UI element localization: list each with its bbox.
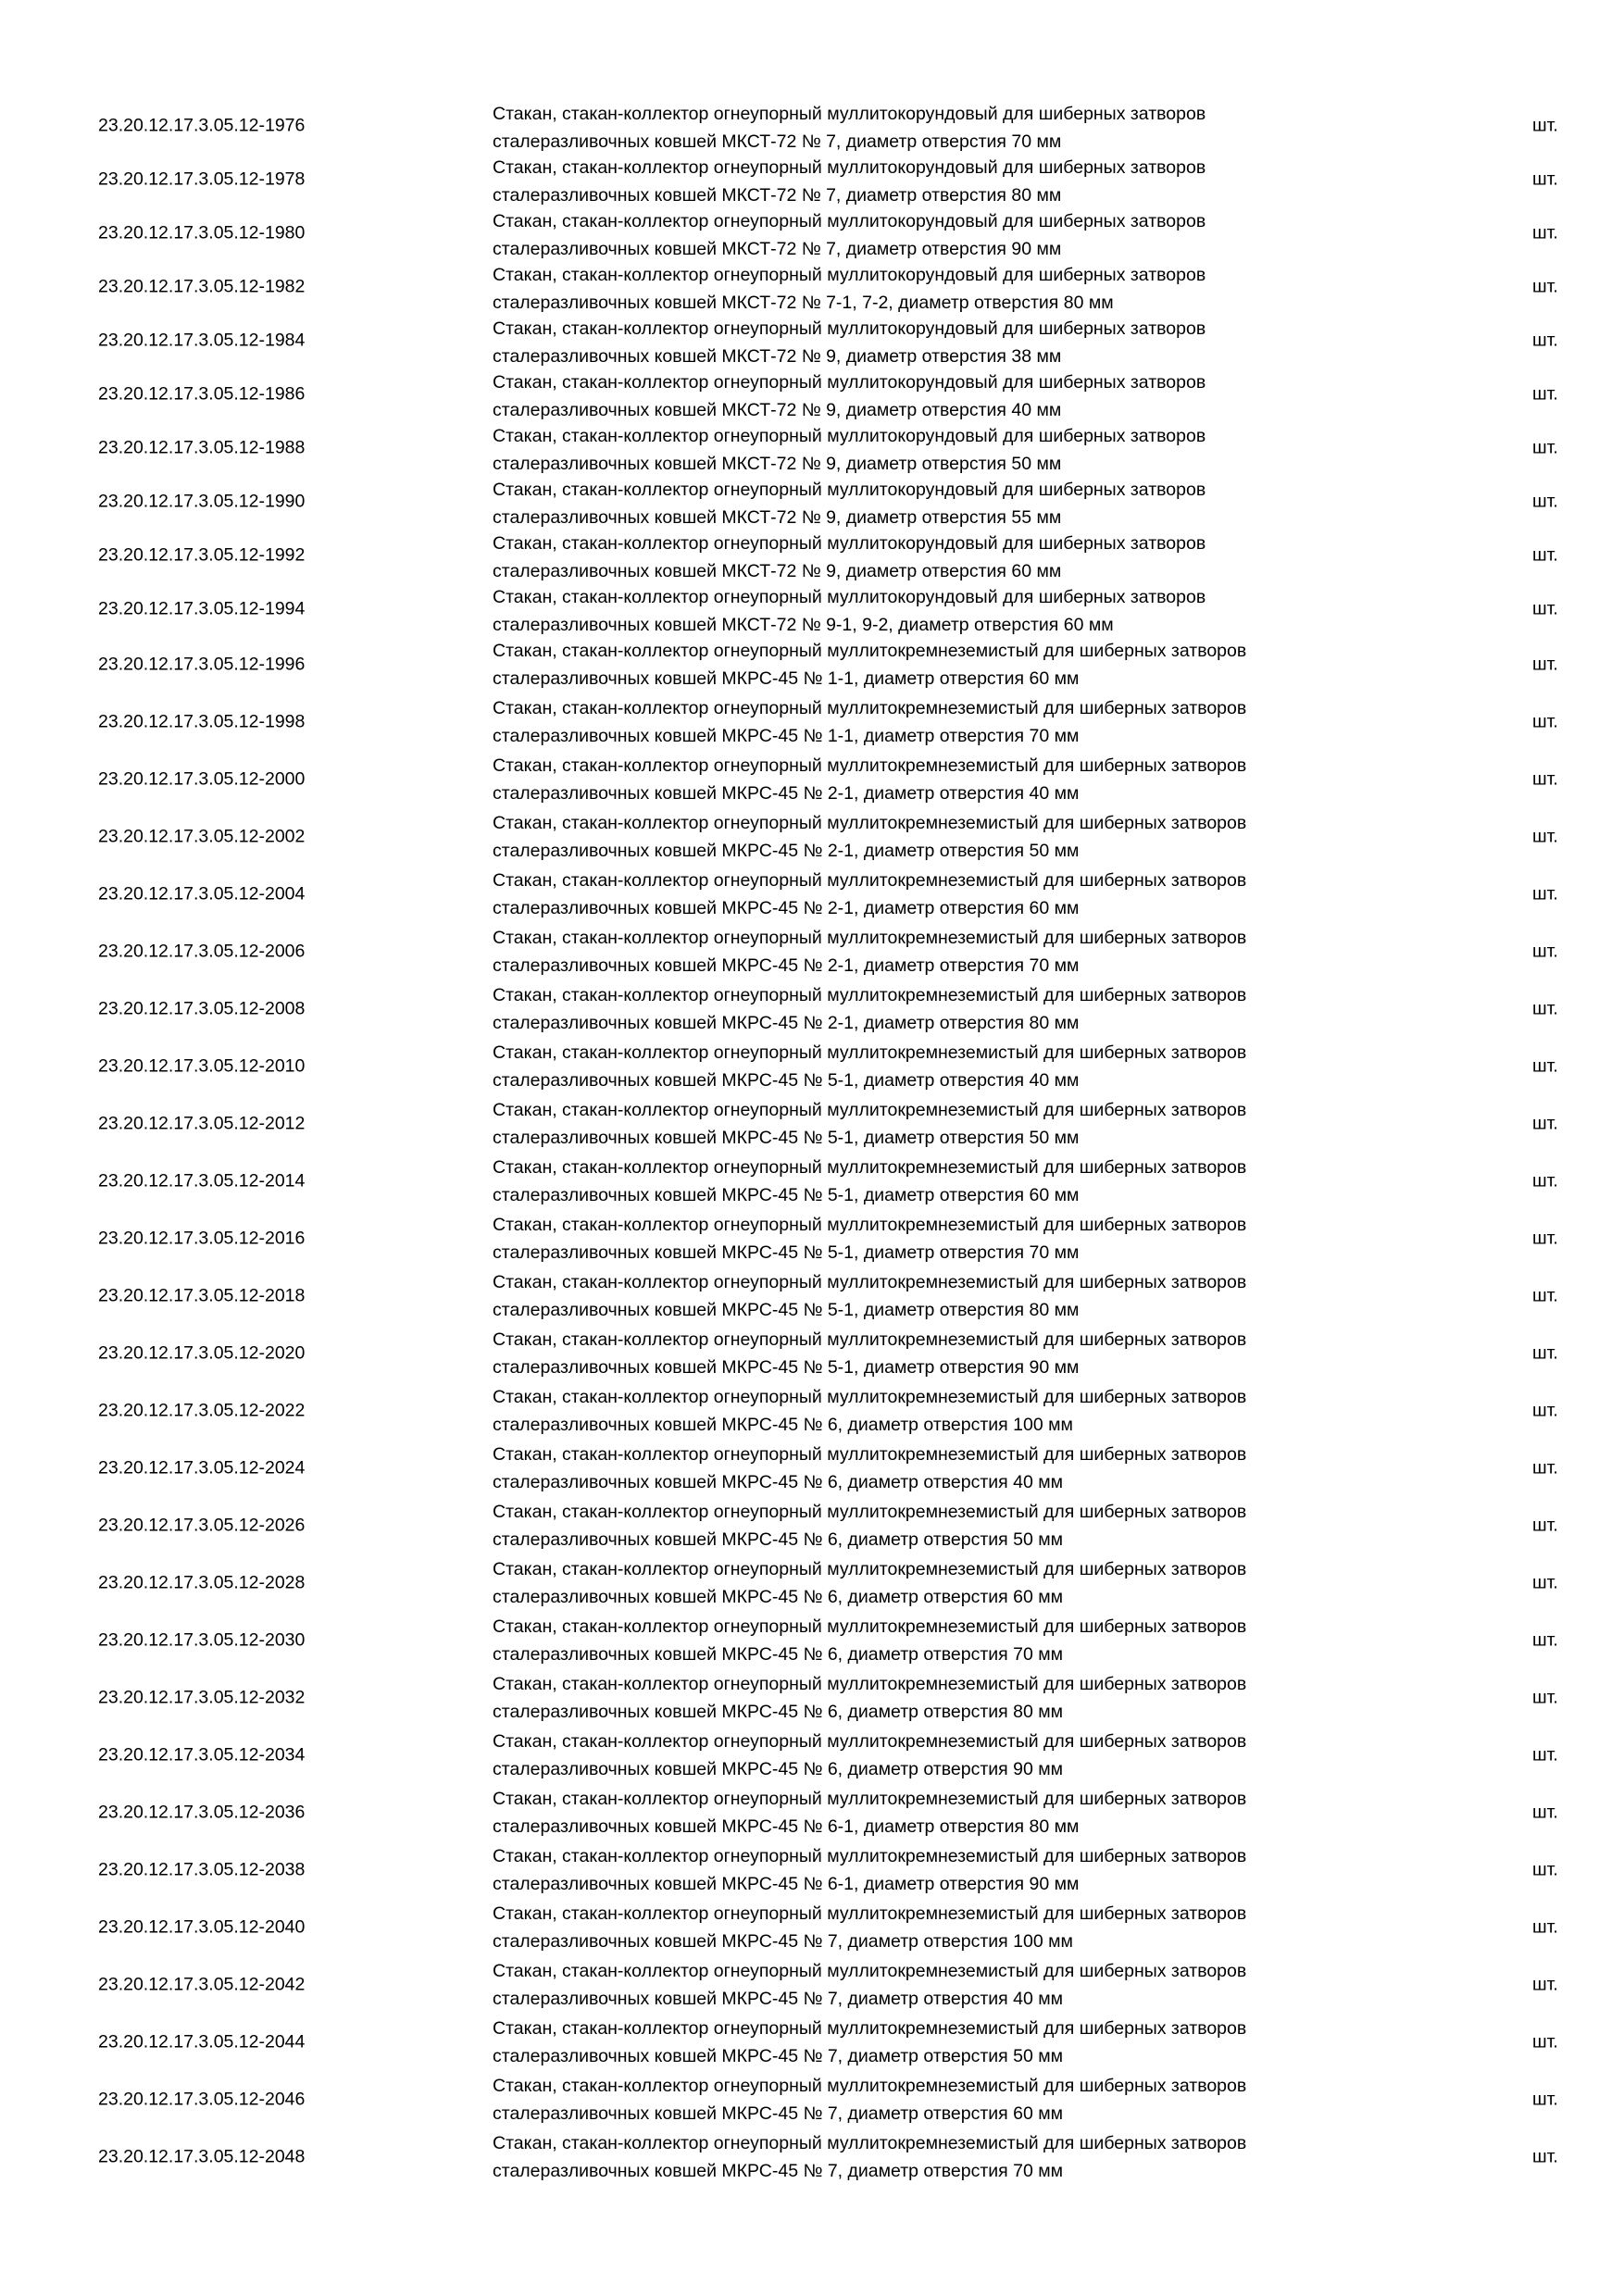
item-unit: шт.	[1532, 330, 1558, 351]
item-description-line-1: Стакан, стакан-коллектор огнеупорный муллитокремнеземистый для шиберных затворов	[493, 1042, 1247, 1063]
table-row	[0, 1956, 1624, 2014]
table-row	[0, 582, 1624, 636]
item-unit: шт.	[1532, 1629, 1558, 1651]
item-description-line-1: Стакан, стакан-коллектор огнеупорный муллитокремнеземистый для шиберных затворов	[493, 2076, 1247, 2096]
item-code: 23.20.12.17.3.05.12-2006	[98, 941, 306, 962]
item-unit: шт.	[1532, 768, 1558, 790]
table-row	[0, 1210, 1624, 1267]
item-description-line-2: сталеразливочных ковшей МКРС-45 № 7, диаметр отверстия 100 мм	[493, 1930, 1073, 1952]
item-description-line-2: сталеразливочных ковшей МКРС-45 № 2-1, диаметр отверстия 50 мм	[493, 840, 1080, 861]
table-row	[0, 1727, 1624, 1784]
item-description-line-1: Стакан, стакан-коллектор огнеупорный муллитокремнеземистый для шиберных затворов	[493, 1215, 1247, 1235]
item-description	[493, 208, 1465, 263]
item-unit: шт.	[1532, 544, 1558, 566]
table-row	[0, 260, 1624, 314]
item-code: 23.20.12.17.3.05.12-2044	[98, 2031, 306, 2053]
item-description-line-2: сталеразливочных ковшей МКРС-45 № 2-1, диаметр отверстия 40 мм	[493, 782, 1080, 804]
item-description-line-2: сталеразливочных ковшей МКРС-45 № 1-1, диаметр отверстия 60 мм	[493, 668, 1080, 689]
table-row	[0, 866, 1624, 923]
item-description-line-1: Стакан, стакан-коллектор огнеупорный муллитокремнеземистый для шиберных затворов	[493, 1789, 1247, 1809]
item-description-line-2: сталеразливочных ковшей МКРС-45 № 6, диаметр отверстия 100 мм	[493, 1414, 1073, 1435]
item-unit: шт.	[1532, 1802, 1558, 1823]
item-description-line-1: Стакан, стакан-коллектор огнеупорный муллитокорундовый для шиберных затворов	[493, 104, 1206, 124]
item-description-line-2: сталеразливочных ковшей МКСТ-72 № 7, диаметр отверстия 70 мм	[493, 131, 1062, 152]
item-description-line-2: сталеразливочных ковшей МКСТ-72 № 7, диаметр отверстия 80 мм	[493, 184, 1062, 206]
item-description-line-1: Стакан, стакан-коллектор огнеупорный муллитокремнеземистый для шиберных затворов	[493, 1502, 1247, 1522]
table-row	[0, 2071, 1624, 2128]
item-description-line-2: сталеразливочных ковшей МКРС-45 № 6, диаметр отверстия 60 мм	[493, 1586, 1064, 1607]
price-list-table	[0, 99, 1624, 2186]
table-row	[0, 751, 1624, 808]
item-description-line-2: сталеразливочных ковшей МКСТ-72 № 9, диаметр отверстия 38 мм	[493, 345, 1062, 367]
table-row	[0, 368, 1624, 421]
item-description	[493, 1384, 1465, 1439]
item-unit: шт.	[1532, 826, 1558, 847]
item-description	[493, 753, 1465, 807]
item-unit: шт.	[1532, 168, 1558, 190]
item-description-line-1: Стакан, стакан-коллектор огнеупорный муллитокорундовый для шиберных затворов	[493, 372, 1206, 393]
item-code: 23.20.12.17.3.05.12-2014	[98, 1170, 306, 1192]
item-code: 23.20.12.17.3.05.12-2038	[98, 1859, 306, 1880]
item-description-line-2: сталеразливочных ковшей МКРС-45 № 2-1, диаметр отверстия 70 мм	[493, 955, 1080, 976]
item-description-line-1: Стакан, стакан-коллектор огнеупорный муллитокремнеземистый для шиберных затворов	[493, 698, 1247, 718]
item-description-line-2: сталеразливочных ковшей МКСТ-72 № 9, диаметр отверстия 60 мм	[493, 560, 1062, 581]
item-code: 23.20.12.17.3.05.12-1998	[98, 711, 306, 732]
item-code: 23.20.12.17.3.05.12-2016	[98, 1228, 306, 1249]
item-description	[493, 1556, 1465, 1611]
table-row	[0, 1554, 1624, 1612]
item-unit: шт.	[1532, 1859, 1558, 1880]
item-description-line-2: сталеразливочных ковшей МКРС-45 № 6, диаметр отверстия 40 мм	[493, 1471, 1064, 1492]
item-code: 23.20.12.17.3.05.12-2002	[98, 826, 306, 847]
item-description-line-1: Стакан, стакан-коллектор огнеупорный муллитокорундовый для шиберных затворов	[493, 480, 1206, 500]
item-description-line-2: сталеразливочных ковшей МКРС-45 № 5-1, диаметр отверстия 70 мм	[493, 1242, 1080, 1263]
item-description	[493, 982, 1465, 1037]
item-description-line-2: сталеразливочных ковшей МКРС-45 № 1-1, диаметр отверстия 70 мм	[493, 725, 1080, 746]
table-row	[0, 1612, 1624, 1669]
item-code: 23.20.12.17.3.05.12-2030	[98, 1629, 306, 1651]
item-description-line-1: Стакан, стакан-коллектор огнеупорный муллитокремнеземистый для шиберных затворов	[493, 1157, 1247, 1178]
item-description	[493, 1040, 1465, 1094]
item-description	[493, 1901, 1465, 1955]
item-description-line-1: Стакан, стакан-коллектор огнеупорный муллитокремнеземистый для шиберных затворов	[493, 1674, 1247, 1694]
table-row	[0, 314, 1624, 368]
item-description-line-2: сталеразливочных ковшей МКРС-45 № 6-1, диаметр отверстия 80 мм	[493, 1816, 1080, 1837]
item-unit: шт.	[1532, 115, 1558, 136]
item-description-line-1: Стакан, стакан-коллектор огнеупорный муллитокремнеземистый для шиберных затворов	[493, 1387, 1247, 1407]
item-description-line-1: Стакан, стакан-коллектор огнеупорный муллитокремнеземистый для шиберных затворов	[493, 985, 1247, 1005]
table-row	[0, 1267, 1624, 1325]
table-row	[0, 1497, 1624, 1554]
item-unit: шт.	[1532, 2089, 1558, 2110]
item-description-line-2: сталеразливочных ковшей МКРС-45 № 6, диаметр отверстия 50 мм	[493, 1529, 1064, 1550]
item-code: 23.20.12.17.3.05.12-1990	[98, 491, 306, 512]
item-description-line-1: Стакан, стакан-коллектор огнеупорный муллитокорундовый для шиберных затворов	[493, 533, 1206, 554]
item-description-line-2: сталеразливочных ковшей МКСТ-72 № 9-1, 9-2, диаметр отверстия 60 мм	[493, 614, 1114, 635]
item-description-line-1: Стакан, стакан-коллектор огнеупорный муллитокремнеземистый для шиберных затворов	[493, 1961, 1247, 1981]
item-code: 23.20.12.17.3.05.12-1996	[98, 654, 306, 675]
item-unit: шт.	[1532, 654, 1558, 675]
table-row	[0, 2014, 1624, 2071]
table-row	[0, 980, 1624, 1038]
item-description-line-1: Стакан, стакан-коллектор огнеупорный муллитокремнеземистый для шиберных затворов	[493, 870, 1247, 891]
item-description-line-1: Стакан, стакан-коллектор огнеупорный муллитокремнеземистый для шиберных затворов	[493, 928, 1247, 948]
item-unit: шт.	[1532, 1457, 1558, 1479]
table-row	[0, 1038, 1624, 1095]
item-code: 23.20.12.17.3.05.12-2018	[98, 1285, 306, 1306]
item-code: 23.20.12.17.3.05.12-2012	[98, 1113, 306, 1134]
item-unit: шт.	[1532, 1687, 1558, 1708]
item-description	[493, 1097, 1465, 1152]
item-unit: шт.	[1532, 491, 1558, 512]
item-code: 23.20.12.17.3.05.12-1980	[98, 222, 306, 243]
item-description	[493, 423, 1465, 478]
item-unit: шт.	[1532, 2031, 1558, 2053]
item-unit: шт.	[1532, 598, 1558, 619]
item-code: 23.20.12.17.3.05.12-2004	[98, 883, 306, 905]
item-unit: шт.	[1532, 1974, 1558, 1995]
item-description	[493, 101, 1465, 156]
item-description-line-2: сталеразливочных ковшей МКРС-45 № 7, диаметр отверстия 70 мм	[493, 2160, 1064, 2181]
item-unit: шт.	[1532, 998, 1558, 1019]
item-description-line-1: Стакан, стакан-коллектор огнеупорный муллитокремнеземистый для шиберных затворов	[493, 755, 1247, 776]
item-code: 23.20.12.17.3.05.12-1978	[98, 168, 306, 190]
item-unit: шт.	[1532, 1170, 1558, 1192]
item-description	[493, 1327, 1465, 1381]
item-code: 23.20.12.17.3.05.12-1988	[98, 437, 306, 458]
table-row	[0, 206, 1624, 260]
item-description	[493, 2130, 1465, 2185]
item-description-line-2: сталеразливочных ковшей МКРС-45 № 5-1, диаметр отверстия 80 мм	[493, 1299, 1080, 1320]
item-description-line-2: сталеразливочных ковшей МКРС-45 № 7, диаметр отверстия 60 мм	[493, 2103, 1064, 2124]
item-description-line-1: Стакан, стакан-коллектор огнеупорный муллитокорундовый для шиберных затворов	[493, 157, 1206, 178]
item-description	[493, 2073, 1465, 2128]
item-description-line-2: сталеразливочных ковшей МКРС-45 № 6, диаметр отверстия 80 мм	[493, 1701, 1064, 1722]
item-code: 23.20.12.17.3.05.12-2036	[98, 1802, 306, 1823]
item-description-line-2: сталеразливочных ковшей МКРС-45 № 6, диаметр отверстия 70 мм	[493, 1643, 1064, 1665]
item-code: 23.20.12.17.3.05.12-2034	[98, 1744, 306, 1766]
table-row	[0, 923, 1624, 980]
item-description-line-1: Стакан, стакан-коллектор огнеупорный муллитокорундовый для шиберных затворов	[493, 587, 1206, 607]
item-code: 23.20.12.17.3.05.12-2022	[98, 1400, 306, 1421]
item-code: 23.20.12.17.3.05.12-1982	[98, 276, 306, 297]
item-description	[493, 695, 1465, 750]
item-code: 23.20.12.17.3.05.12-2042	[98, 1974, 306, 1995]
item-description-line-1: Стакан, стакан-коллектор огнеупорный муллитокремнеземистый для шиберных затворов	[493, 1272, 1247, 1292]
item-unit: шт.	[1532, 2146, 1558, 2167]
item-description-line-2: сталеразливочных ковшей МКРС-45 № 6-1, диаметр отверстия 90 мм	[493, 1873, 1080, 1894]
item-description-line-1: Стакан, стакан-коллектор огнеупорный муллитокремнеземистый для шиберных затворов	[493, 1100, 1247, 1120]
item-description	[493, 1499, 1465, 1554]
item-description	[493, 867, 1465, 922]
item-unit: шт.	[1532, 1515, 1558, 1536]
item-description	[493, 262, 1465, 317]
item-description	[493, 1212, 1465, 1267]
table-row	[0, 1841, 1624, 1899]
item-description-line-1: Стакан, стакан-коллектор огнеупорный муллитокорундовый для шиберных затворов	[493, 426, 1206, 446]
table-row	[0, 808, 1624, 866]
item-description	[493, 316, 1465, 370]
item-code: 23.20.12.17.3.05.12-1986	[98, 383, 306, 405]
item-description-line-1: Стакан, стакан-коллектор огнеупорный муллитокорундовый для шиберных затворов	[493, 211, 1206, 231]
item-description-line-1: Стакан, стакан-коллектор огнеупорный муллитокремнеземистый для шиберных затворов	[493, 1616, 1247, 1637]
item-code: 23.20.12.17.3.05.12-2020	[98, 1342, 306, 1364]
table-row	[0, 99, 1624, 153]
item-unit: шт.	[1532, 941, 1558, 962]
item-unit: шт.	[1532, 1342, 1558, 1364]
table-row	[0, 1899, 1624, 1956]
item-unit: шт.	[1532, 276, 1558, 297]
table-row	[0, 529, 1624, 582]
item-description	[493, 1269, 1465, 1324]
table-row	[0, 693, 1624, 751]
item-description-line-2: сталеразливочных ковшей МКСТ-72 № 7, диаметр отверстия 90 мм	[493, 238, 1062, 259]
table-row	[0, 475, 1624, 529]
item-description-line-1: Стакан, стакан-коллектор огнеупорный муллитокремнеземистый для шиберных затворов	[493, 2018, 1247, 2039]
item-description-line-2: сталеразливочных ковшей МКСТ-72 № 9, диаметр отверстия 55 мм	[493, 506, 1062, 528]
item-description-line-1: Стакан, стакан-коллектор огнеупорный муллитокремнеземистый для шиберных затворов	[493, 1846, 1247, 1866]
item-description-line-1: Стакан, стакан-коллектор огнеупорный муллитокремнеземистый для шиберных затворов	[493, 641, 1247, 661]
item-unit: шт.	[1532, 1916, 1558, 1938]
item-description-line-2: сталеразливочных ковшей МКРС-45 № 5-1, диаметр отверстия 60 мм	[493, 1184, 1080, 1205]
table-row	[0, 1153, 1624, 1210]
item-description	[493, 1958, 1465, 2013]
item-description-line-2: сталеразливочных ковшей МКСТ-72 № 9, диаметр отверстия 50 мм	[493, 453, 1062, 474]
item-unit: шт.	[1532, 1572, 1558, 1593]
table-row	[0, 1095, 1624, 1153]
item-unit: шт.	[1532, 437, 1558, 458]
item-description	[493, 810, 1465, 865]
item-description	[493, 530, 1465, 585]
table-row	[0, 1784, 1624, 1841]
item-description	[493, 1154, 1465, 1209]
item-unit: шт.	[1532, 383, 1558, 405]
item-unit: шт.	[1532, 1228, 1558, 1249]
item-description-line-1: Стакан, стакан-коллектор огнеупорный муллитокорундовый для шиберных затворов	[493, 318, 1206, 339]
item-code: 23.20.12.17.3.05.12-2024	[98, 1457, 306, 1479]
item-code: 23.20.12.17.3.05.12-2032	[98, 1687, 306, 1708]
item-description	[493, 1786, 1465, 1841]
table-row	[0, 636, 1624, 693]
item-description-line-2: сталеразливочных ковшей МКРС-45 № 5-1, диаметр отверстия 40 мм	[493, 1069, 1080, 1091]
item-description-line-2: сталеразливочных ковшей МКРС-45 № 5-1, диаметр отверстия 90 мм	[493, 1356, 1080, 1378]
item-description-line-1: Стакан, стакан-коллектор огнеупорный муллитокремнеземистый для шиберных затворов	[493, 1444, 1247, 1465]
item-description-line-2: сталеразливочных ковшей МКСТ-72 № 7-1, 7-2, диаметр отверстия 80 мм	[493, 292, 1114, 313]
item-description	[493, 925, 1465, 980]
item-description-line-2: сталеразливочных ковшей МКРС-45 № 6, диаметр отверстия 90 мм	[493, 1758, 1064, 1779]
table-row	[0, 153, 1624, 206]
item-description	[493, 1441, 1465, 1496]
item-description	[493, 155, 1465, 209]
item-unit: шт.	[1532, 222, 1558, 243]
item-description	[493, 1843, 1465, 1898]
item-description-line-2: сталеразливочных ковшей МКРС-45 № 5-1, диаметр отверстия 50 мм	[493, 1127, 1080, 1148]
table-row	[0, 1669, 1624, 1727]
item-description-line-1: Стакан, стакан-коллектор огнеупорный муллитокремнеземистый для шиберных затворов	[493, 813, 1247, 833]
table-row	[0, 421, 1624, 475]
item-code: 23.20.12.17.3.05.12-2028	[98, 1572, 306, 1593]
item-code: 23.20.12.17.3.05.12-1994	[98, 598, 306, 619]
item-code: 23.20.12.17.3.05.12-2026	[98, 1515, 306, 1536]
item-description	[493, 477, 1465, 531]
item-description-line-1: Стакан, стакан-коллектор огнеупорный муллитокорундовый для шиберных затворов	[493, 265, 1206, 285]
item-unit: шт.	[1532, 1285, 1558, 1306]
item-code: 23.20.12.17.3.05.12-1992	[98, 544, 306, 566]
item-description	[493, 1728, 1465, 1783]
item-code: 23.20.12.17.3.05.12-2040	[98, 1916, 306, 1938]
item-description-line-2: сталеразливочных ковшей МКРС-45 № 7, диаметр отверстия 50 мм	[493, 2045, 1064, 2066]
item-description-line-1: Стакан, стакан-коллектор огнеупорный муллитокремнеземистый для шиберных затворов	[493, 1731, 1247, 1752]
item-description-line-2: сталеразливочных ковшей МКРС-45 № 2-1, диаметр отверстия 60 мм	[493, 897, 1080, 918]
item-code: 23.20.12.17.3.05.12-1984	[98, 330, 306, 351]
item-unit: шт.	[1532, 1055, 1558, 1077]
item-description	[493, 2015, 1465, 2070]
item-code: 23.20.12.17.3.05.12-2048	[98, 2146, 306, 2167]
item-description-line-1: Стакан, стакан-коллектор огнеупорный муллитокремнеземистый для шиберных затворов	[493, 1903, 1247, 1924]
table-row	[0, 1440, 1624, 1497]
item-description-line-1: Стакан, стакан-коллектор огнеупорный муллитокремнеземистый для шиберных затворов	[493, 2133, 1247, 2153]
item-unit: шт.	[1532, 883, 1558, 905]
item-description	[493, 638, 1465, 693]
item-description-line-2: сталеразливочных ковшей МКРС-45 № 7, диаметр отверстия 40 мм	[493, 1988, 1064, 2009]
item-unit: шт.	[1532, 1744, 1558, 1766]
item-code: 23.20.12.17.3.05.12-2008	[98, 998, 306, 1019]
item-description	[493, 1671, 1465, 1726]
item-description	[493, 1614, 1465, 1668]
table-row	[0, 2128, 1624, 2186]
item-unit: шт.	[1532, 711, 1558, 732]
item-description-line-2: сталеразливочных ковшей МКСТ-72 № 9, диаметр отверстия 40 мм	[493, 399, 1062, 420]
item-description-line-2: сталеразливочных ковшей МКРС-45 № 2-1, диаметр отверстия 80 мм	[493, 1012, 1080, 1033]
table-row	[0, 1325, 1624, 1382]
item-unit: шт.	[1532, 1400, 1558, 1421]
table-row	[0, 1382, 1624, 1440]
item-code: 23.20.12.17.3.05.12-2000	[98, 768, 306, 790]
item-unit: шт.	[1532, 1113, 1558, 1134]
item-description	[493, 584, 1465, 639]
item-code: 23.20.12.17.3.05.12-2010	[98, 1055, 306, 1077]
item-description	[493, 369, 1465, 424]
item-description-line-1: Стакан, стакан-коллектор огнеупорный муллитокремнеземистый для шиберных затворов	[493, 1329, 1247, 1350]
item-code: 23.20.12.17.3.05.12-1976	[98, 115, 306, 136]
item-description-line-1: Стакан, стакан-коллектор огнеупорный муллитокремнеземистый для шиберных затворов	[493, 1559, 1247, 1579]
item-code: 23.20.12.17.3.05.12-2046	[98, 2089, 306, 2110]
